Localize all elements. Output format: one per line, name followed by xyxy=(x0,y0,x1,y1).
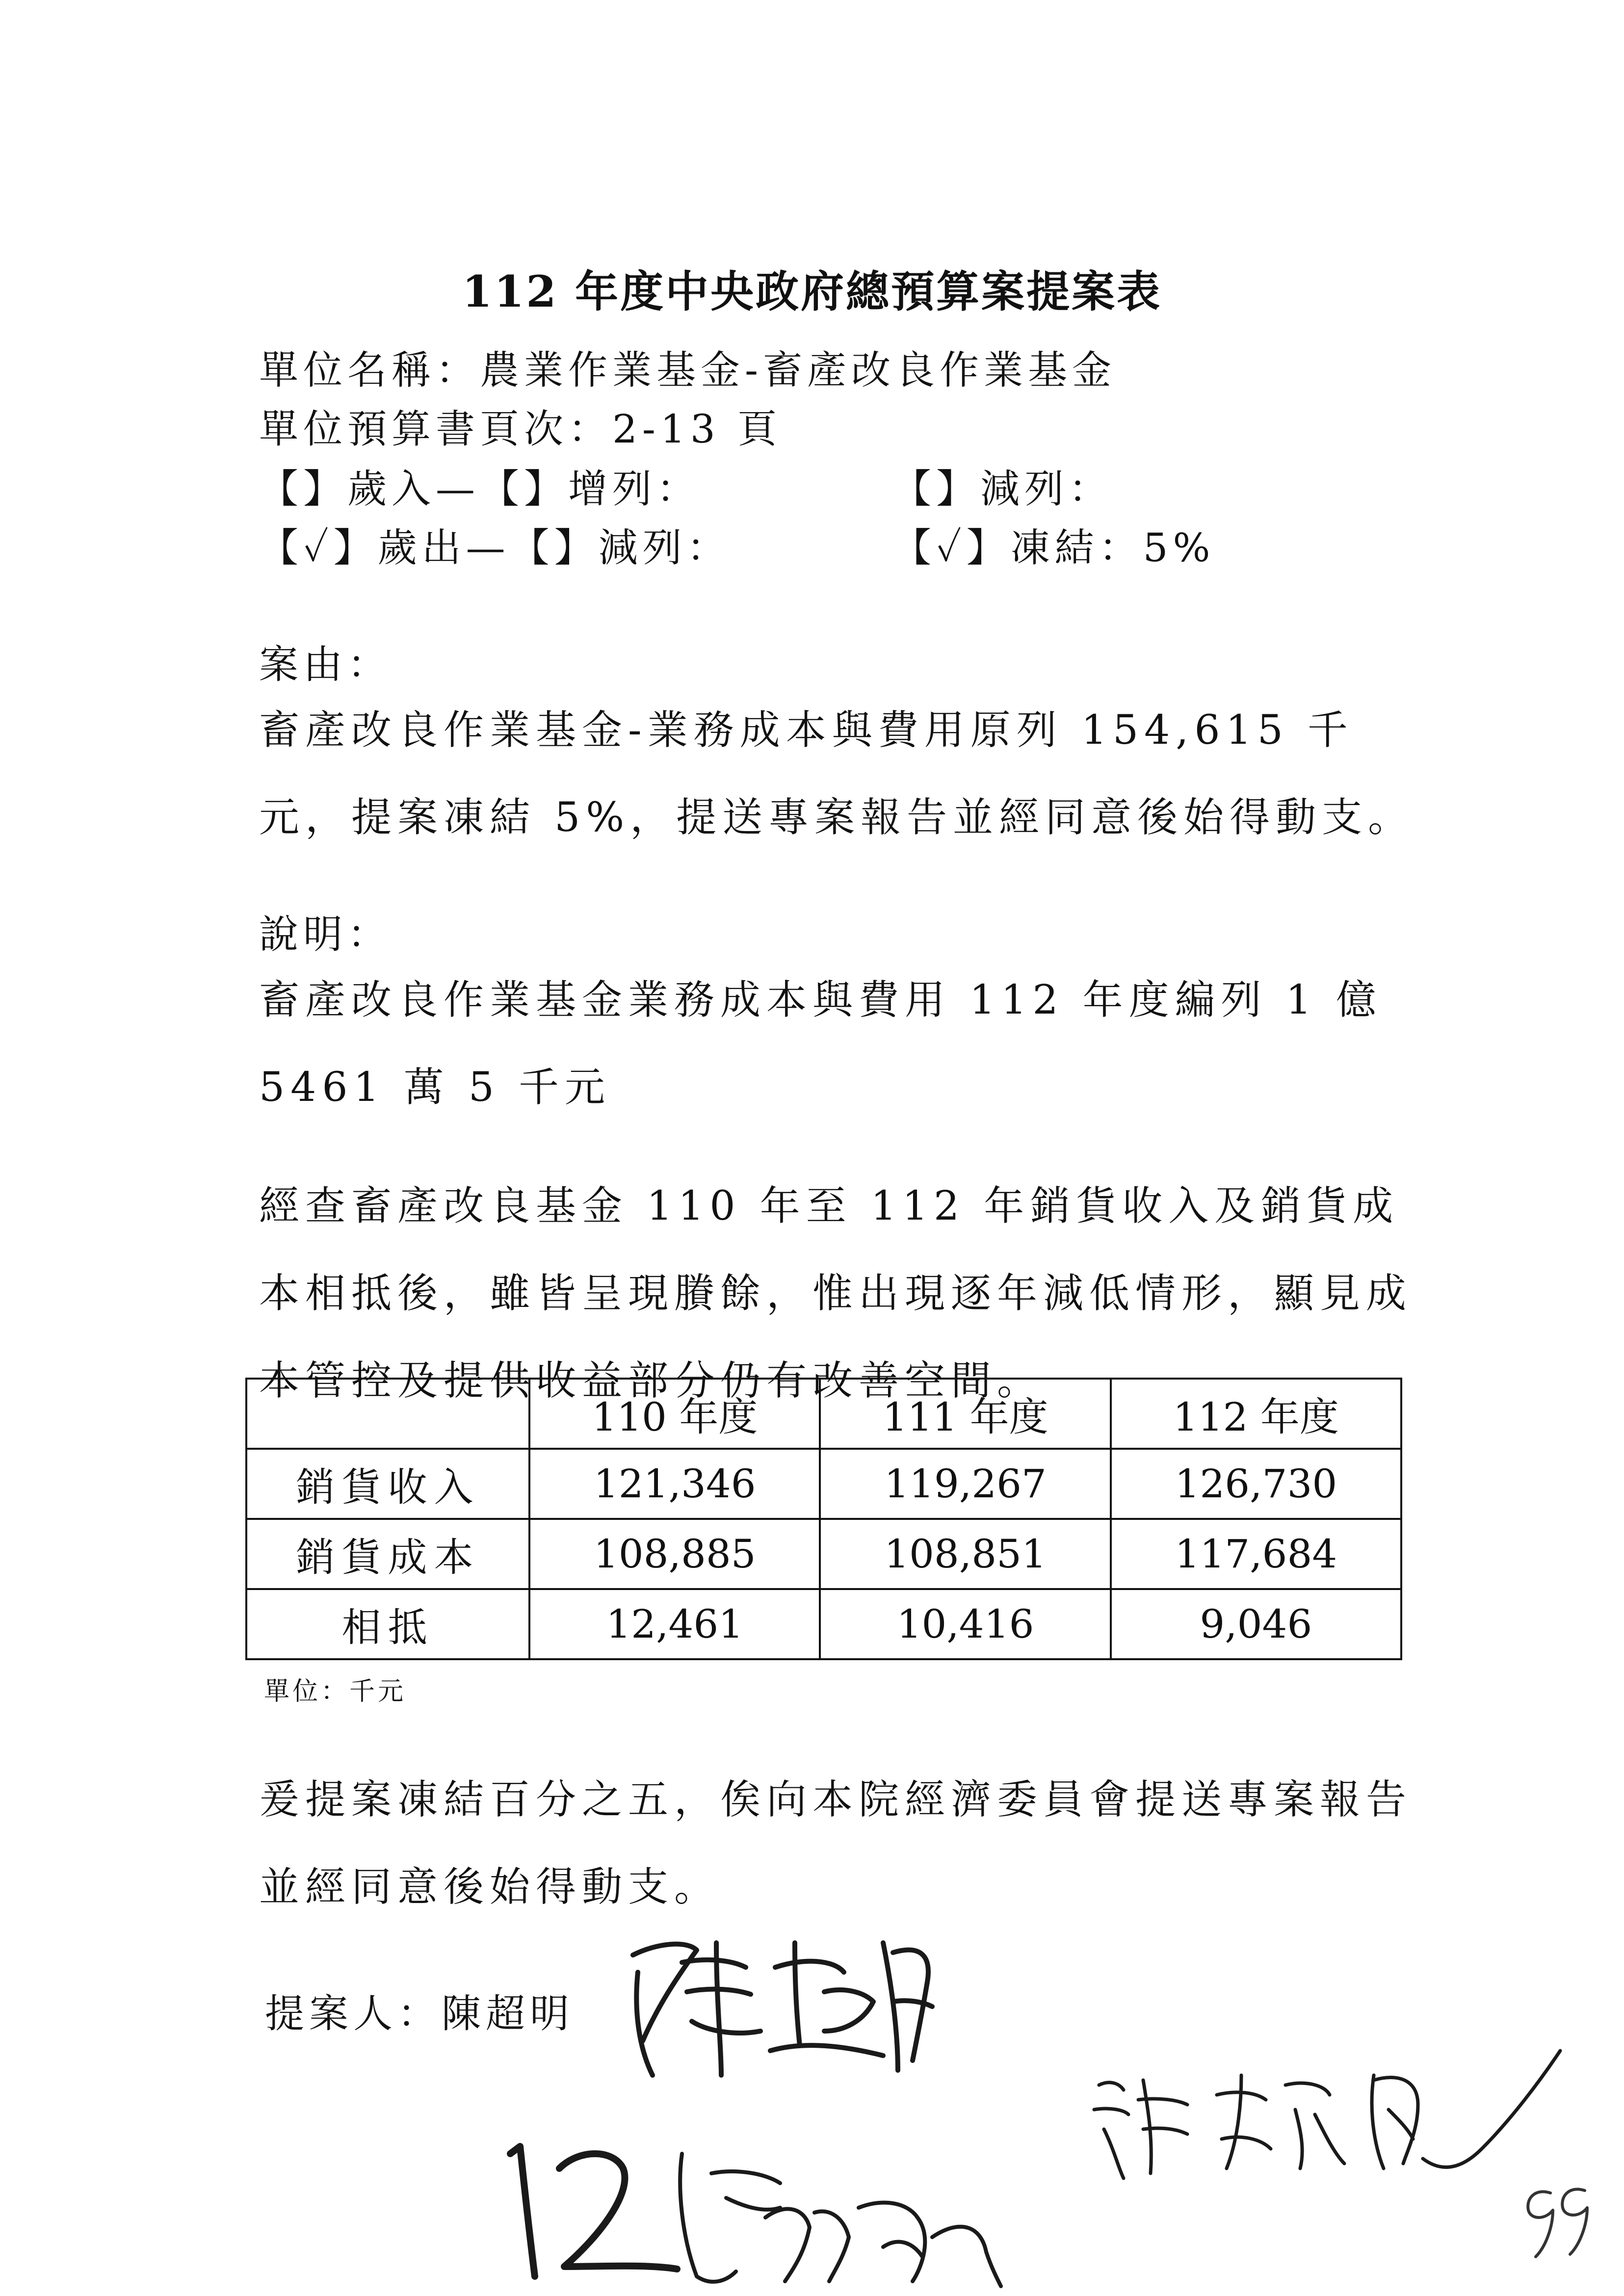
checkbox-expense: 【✓】歲出—【】減列： xyxy=(259,525,731,571)
row-label: 銷貨成本 xyxy=(246,1519,529,1589)
table-cell: 9,046 xyxy=(1111,1589,1401,1659)
table-cell: 117,684 xyxy=(1111,1519,1401,1589)
explanation-text-1: 畜產改良作業基金業務成本與費用 112 年度編列 1 億 5461 萬 5 千元 xyxy=(259,977,1382,1111)
proposer-label: 提案人：陳超明 xyxy=(265,1991,574,2036)
row-label: 相抵 xyxy=(246,1589,529,1659)
table-header-cell: 112 年度 xyxy=(1111,1379,1401,1449)
checkbox-income-reduce: 【】減列： xyxy=(892,466,1113,512)
table-unit-note: 單位：千元 xyxy=(264,1677,407,1706)
checkbox-freeze: 【✓】凍結：5% xyxy=(892,525,1215,571)
row-label: 銷貨收入 xyxy=(246,1449,529,1519)
budget-page: 單位預算書頁次：2-13 頁 xyxy=(259,406,782,452)
checkbox-income: 【】歲入—【】增列： xyxy=(259,466,701,512)
third-signature xyxy=(1094,2051,1560,2178)
unit-name: 單位名稱：農業作業基金-畜產改良作業基金 xyxy=(259,347,1117,393)
table-cell: 12,461 xyxy=(529,1589,820,1659)
table-header-cell: 110 年度 xyxy=(529,1379,820,1449)
table-cell: 126,730 xyxy=(1111,1449,1401,1519)
co-signature xyxy=(680,2154,1001,2286)
table-cell: 121,346 xyxy=(529,1449,820,1519)
reason-text: 畜產改良作業基金-業務成本與費用原列 154,615 千元，提案凍結 5%，提送專案報告並經同意後始得動支。 xyxy=(259,707,1414,841)
proposer-signature xyxy=(633,1943,932,2075)
conclusion-text: 爰提案凍結百分之五，俟向本院經濟委員會提送專案報告並經同意後始得動支。 xyxy=(259,1776,1413,1910)
table-header-cell: 111 年度 xyxy=(820,1379,1110,1449)
table-cell: 10,416 xyxy=(820,1589,1110,1659)
reason-heading: 案由： xyxy=(259,642,392,687)
number-mark xyxy=(510,2146,677,2276)
explanation-text-2: 經查畜產改良基金 110 年至 112 年銷貨收入及銷貨成本相抵後，雖皆呈現賸餘，惟出現逐年減低情形，顯見成本管控及提供收益部分仍有改善空間。 xyxy=(259,1183,1413,1404)
page-number xyxy=(1528,2189,1587,2257)
page-title: 112 年度中央政府總預算案提案表 xyxy=(462,266,1162,317)
table-cell: 119,267 xyxy=(820,1449,1110,1519)
table-cell: 108,851 xyxy=(820,1519,1110,1589)
explanation-heading: 說明： xyxy=(259,912,392,957)
table-cell: 108,885 xyxy=(529,1519,820,1589)
